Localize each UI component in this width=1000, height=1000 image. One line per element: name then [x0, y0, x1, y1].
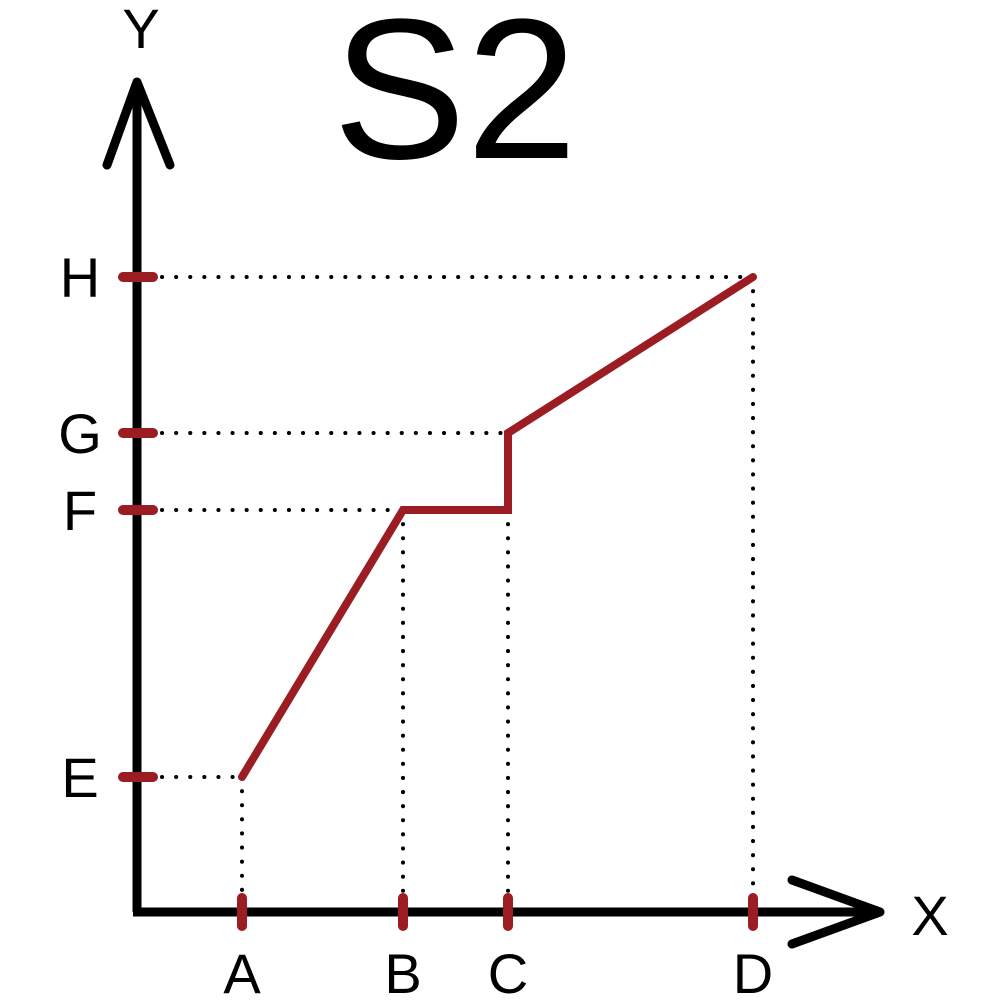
y-tick-label-f: F [62, 479, 98, 542]
axis-tick-labels [58, 246, 773, 1000]
step-curve [242, 277, 753, 777]
y-axis-label: Y [122, 0, 160, 60]
x-tick-label-d: D [732, 942, 774, 1000]
y-tick-label-g: G [58, 402, 102, 465]
x-tick-label-b: B [384, 942, 422, 1000]
diagram-title: S2 [332, 0, 578, 201]
y-tick-label-e: E [61, 746, 99, 809]
y-tick-label-h: H [59, 246, 101, 309]
x-axis-label: X [911, 884, 949, 947]
guide-lines [162, 277, 753, 900]
axis-ticks [123, 277, 753, 926]
x-tick-label-c: C [487, 942, 529, 1000]
x-tick-label-a: A [223, 942, 261, 1000]
